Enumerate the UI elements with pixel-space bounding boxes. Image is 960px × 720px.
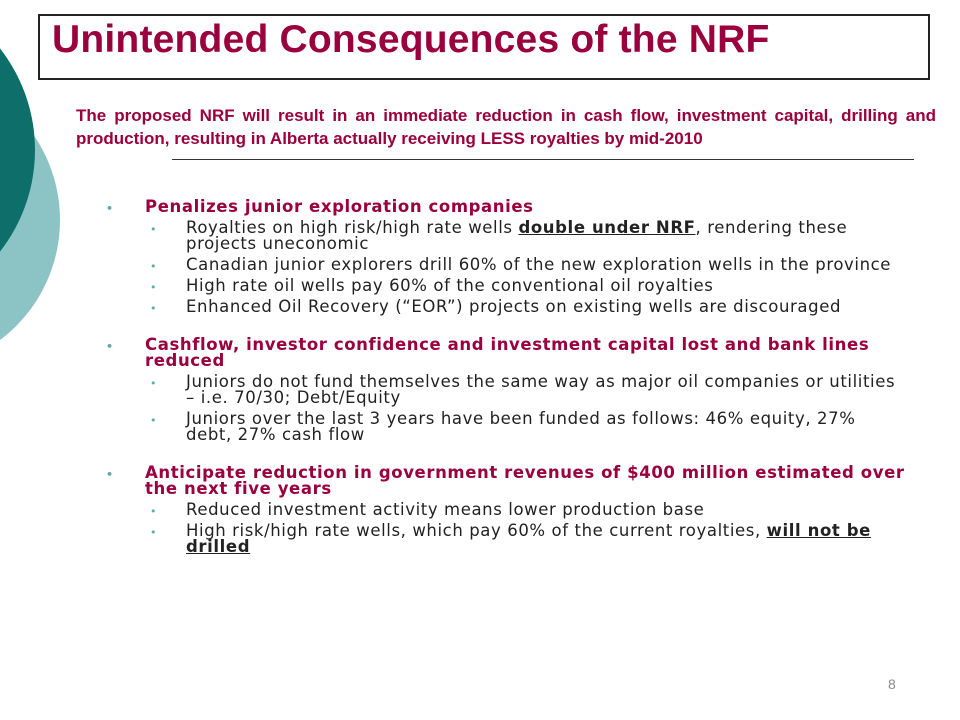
bullet-icon: • [150,505,158,518]
emphasis-text: will not be drilled [186,521,871,556]
section-penalizes-juniors [106,199,906,315]
bullet-icon: • [150,281,158,294]
bullet-icon: • [106,202,114,215]
list-item: • Royalties on high risk/high rate wells double under NRF, rendering these projects uneconomic [150,218,848,253]
list-item: • Reduced investment activity means lower production base [150,500,705,519]
bullet-icon: • [150,526,158,539]
bullet-icon: • [150,260,158,273]
list-item: • Juniors do not fund themselves the same way as major oil companies or utilities – i.e. 70/30; Debt/Equity [150,372,896,407]
list-item: • High risk/high rate wells, which pay 60% of the current royalties, will not be drilled [150,521,871,556]
section-cashflow [106,337,906,443]
section-heading: • Anticipate reduction in government revenues of $400 million estimated over the next five years [106,463,905,498]
bullet-icon: • [106,340,114,353]
bullet-icon: • [150,414,158,427]
bullet-icon: • [150,302,158,315]
list-item: • Juniors over the last 3 years have been funded as follows: 46% equity, 27% debt, 27% cash flow [150,409,856,444]
decorative-circles [0,0,70,720]
bullet-icon: • [150,377,158,390]
section-heading: • Penalizes junior exploration companies [106,197,534,216]
emphasis-text: double under NRF [518,218,696,237]
divider-line [172,159,914,160]
list-item: • High rate oil wells pay 60% of the conventional oil royalties [150,276,714,295]
list-item: • Enhanced Oil Recovery (“EOR”) projects on existing wells are discouraged [150,297,842,316]
list-item: • Canadian junior explorers drill 60% of the new exploration wells in the province [150,255,892,274]
bullet-icon: • [150,223,158,236]
section-heading: • Cashflow, investor confidence and investment capital lost and bank lines reduced [106,335,870,370]
slide-title: Unintended Consequences of the NRF [52,18,770,61]
intro-paragraph: The proposed NRF will result in an immediate reduction in cash flow, investment capital, drilling and production, resulting in Alberta actually receiving LESS royalties by mid-2010 [76,106,936,148]
section-revenue-reduction [106,465,906,555]
page-number: 8 [888,676,896,692]
bullet-icon: • [106,468,114,481]
bullet-list [106,199,906,577]
